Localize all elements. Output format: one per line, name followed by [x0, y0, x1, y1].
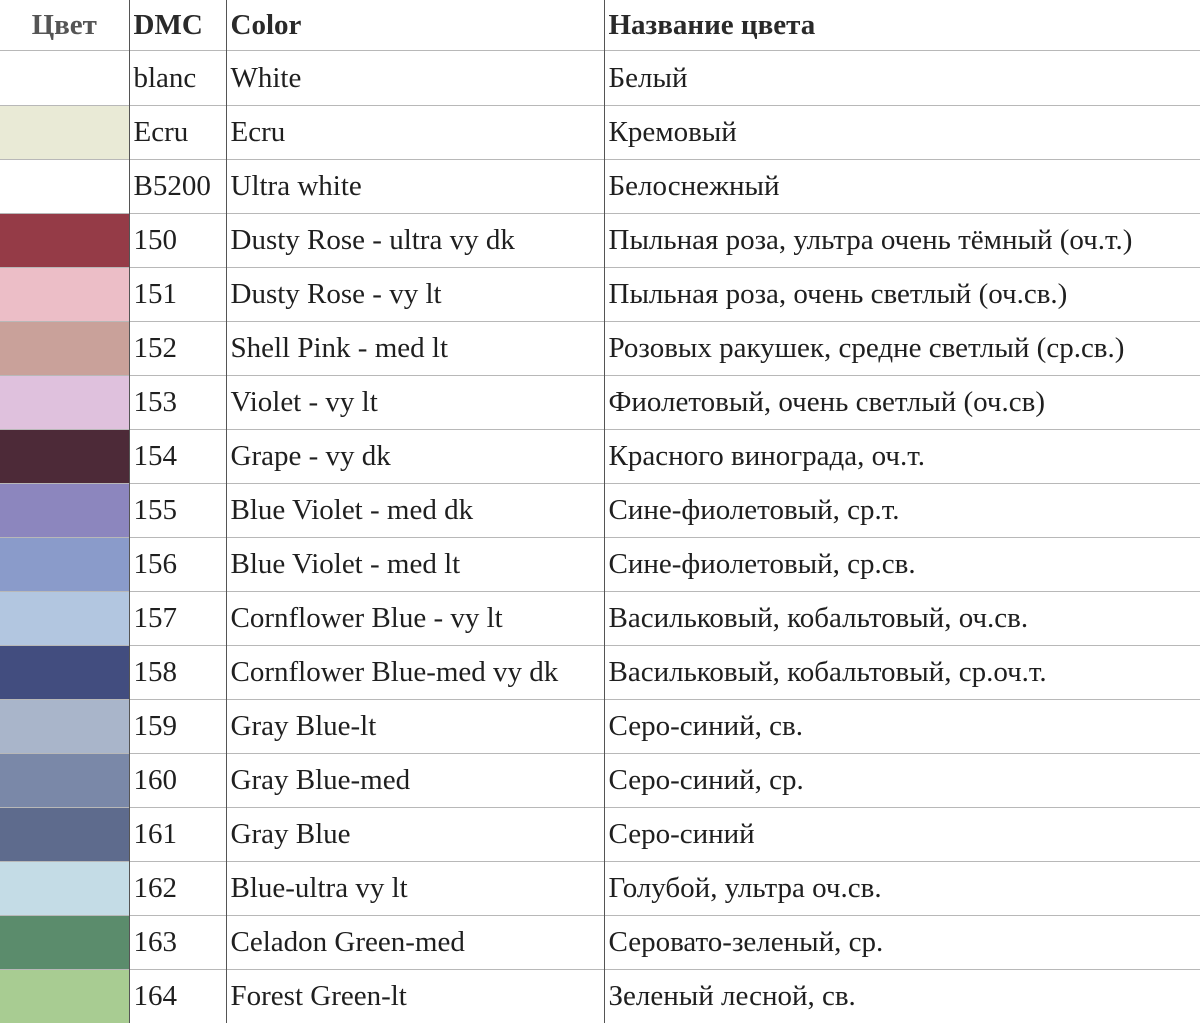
table-row: [0, 754, 1200, 808]
color-swatch: [0, 376, 129, 430]
color-name-en-cell: Shell Pink - med lt: [226, 322, 604, 376]
table-body: [0, 51, 1200, 1023]
color-name-ru-cell: Кремовый: [604, 106, 1200, 160]
table-row: [0, 700, 1200, 754]
color-name-en-cell: Blue-ultra vy lt: [226, 862, 604, 916]
table-row: [0, 160, 1200, 214]
color-name-en-cell: Forest Green-lt: [226, 970, 604, 1023]
color-name-en-cell: Gray Blue-med: [226, 754, 604, 808]
color-name-en-cell: Violet - vy lt: [226, 376, 604, 430]
color-swatch: [0, 214, 129, 268]
color-name-ru-cell: Васильковый, кобальтовый, ср.оч.т.: [604, 646, 1200, 700]
table-row: [0, 430, 1200, 484]
color-name-en-cell: Dusty Rose - vy lt: [226, 268, 604, 322]
color-name-en-cell: Ecru: [226, 106, 604, 160]
table-row: [0, 51, 1200, 106]
dmc-code-cell: blanc: [129, 51, 226, 106]
dmc-code-cell: 150: [129, 214, 226, 268]
color-swatch: [0, 808, 129, 862]
color-name-en-cell: Ultra white: [226, 160, 604, 214]
color-name-ru-cell: Сине-фиолетовый, ср.т.: [604, 484, 1200, 538]
table-row: [0, 592, 1200, 646]
header-name-ru: Название цвета: [604, 0, 1200, 51]
dmc-code-cell: 164: [129, 970, 226, 1023]
color-name-ru-cell: Красного винограда, оч.т.: [604, 430, 1200, 484]
table-row: [0, 916, 1200, 970]
dmc-code-cell: 162: [129, 862, 226, 916]
dmc-code-cell: 159: [129, 700, 226, 754]
table-row: [0, 862, 1200, 916]
table-row: [0, 268, 1200, 322]
color-swatch: [0, 592, 129, 646]
color-swatch: [0, 700, 129, 754]
color-name-en-cell: Celadon Green-med: [226, 916, 604, 970]
dmc-code-cell: B5200: [129, 160, 226, 214]
color-name-ru-cell: Белоснежный: [604, 160, 1200, 214]
color-name-ru-cell: Розовых ракушек, средне светлый (ср.св.): [604, 322, 1200, 376]
dmc-code-cell: 157: [129, 592, 226, 646]
dmc-code-cell: 155: [129, 484, 226, 538]
color-swatch: [0, 430, 129, 484]
color-swatch: [0, 322, 129, 376]
color-name-ru-cell: Серо-синий: [604, 808, 1200, 862]
color-name-ru-cell: Сине-фиолетовый, ср.св.: [604, 538, 1200, 592]
table-row: [0, 808, 1200, 862]
dmc-code-cell: 156: [129, 538, 226, 592]
dmc-code-cell: 158: [129, 646, 226, 700]
dmc-code-cell: 152: [129, 322, 226, 376]
color-swatch: [0, 538, 129, 592]
color-name-ru-cell: Пыльная роза, ультра очень тёмный (оч.т.): [604, 214, 1200, 268]
color-name-en-cell: Cornflower Blue-med vy dk: [226, 646, 604, 700]
table-row: [0, 970, 1200, 1023]
color-name-ru-cell: Серовато-зеленый, ср.: [604, 916, 1200, 970]
color-name-en-cell: Grape - vy dk: [226, 430, 604, 484]
color-name-ru-cell: Зеленый лесной, св.: [604, 970, 1200, 1023]
header-color: Color: [226, 0, 604, 51]
header-swatch: Цвет: [31, 8, 97, 41]
color-name-en-cell: Cornflower Blue - vy lt: [226, 592, 604, 646]
color-swatch: [0, 754, 129, 808]
color-swatch: [0, 970, 129, 1023]
table-row: [0, 106, 1200, 160]
color-name-en-cell: White: [226, 51, 604, 106]
table-header-row: [0, 0, 1200, 51]
table-row: [0, 322, 1200, 376]
dmc-code-cell: 153: [129, 376, 226, 430]
table-row: [0, 214, 1200, 268]
header-dmc: DMC: [129, 0, 226, 51]
color-name-ru-cell: Васильковый, кобальтовый, оч.св.: [604, 592, 1200, 646]
color-name-ru-cell: Фиолетовый, очень светлый (оч.св): [604, 376, 1200, 430]
table-row: [0, 538, 1200, 592]
dmc-code-cell: 160: [129, 754, 226, 808]
table-row: [0, 646, 1200, 700]
color-name-ru-cell: Голубой, ультра оч.св.: [604, 862, 1200, 916]
color-name-ru-cell: Белый: [604, 51, 1200, 106]
table-row: [0, 376, 1200, 430]
dmc-code-cell: Ecru: [129, 106, 226, 160]
color-swatch: [0, 916, 129, 970]
color-name-ru-cell: Пыльная роза, очень светлый (оч.св.): [604, 268, 1200, 322]
dmc-code-cell: 161: [129, 808, 226, 862]
table-row: [0, 484, 1200, 538]
color-swatch: [0, 862, 129, 916]
color-swatch: [0, 51, 129, 106]
color-name-en-cell: Gray Blue: [226, 808, 604, 862]
color-name-ru-cell: Серо-синий, св.: [604, 700, 1200, 754]
color-name-en-cell: Gray Blue-lt: [226, 700, 604, 754]
color-name-en-cell: Blue Violet - med lt: [226, 538, 604, 592]
color-swatch: [0, 160, 129, 214]
dmc-code-cell: 151: [129, 268, 226, 322]
color-swatch: [0, 268, 129, 322]
color-name-ru-cell: Серо-синий, ср.: [604, 754, 1200, 808]
color-name-en-cell: Blue Violet - med dk: [226, 484, 604, 538]
dmc-code-cell: 163: [129, 916, 226, 970]
color-swatch: [0, 484, 129, 538]
color-name-en-cell: Dusty Rose - ultra vy dk: [226, 214, 604, 268]
color-swatch: [0, 106, 129, 160]
dmc-code-cell: 154: [129, 430, 226, 484]
color-swatch: [0, 646, 129, 700]
